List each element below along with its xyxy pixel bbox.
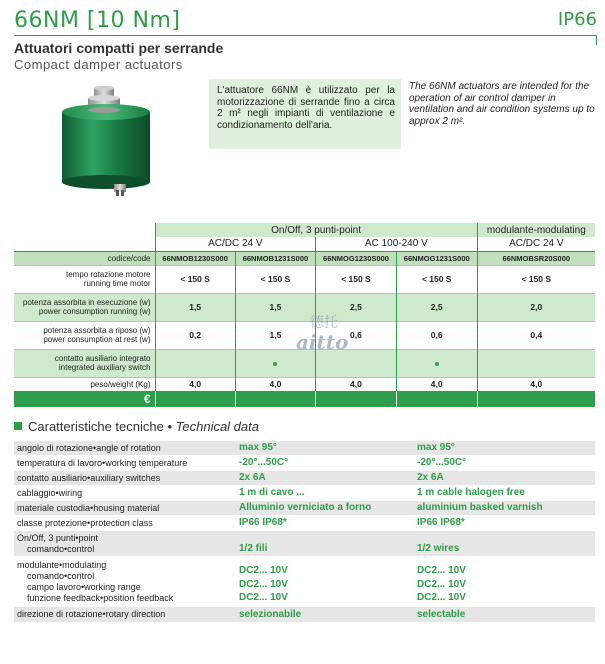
- aux-label-en: integrated auxiliary switch: [58, 363, 151, 372]
- power-rest-cell: 1,5: [235, 321, 315, 349]
- power-run-cell: 2,5: [316, 293, 397, 321]
- description-english: The 66NM actuators are intended for the operation of air control damper in ventilation and air condition systems up to approx 2 m².: [409, 81, 595, 127]
- power-rest-cell: 0,4: [477, 321, 595, 349]
- voltage-header-3: AC/DC 24 V: [477, 237, 595, 251]
- technical-data-table: [14, 440, 595, 622]
- power-run-cell: 1,5: [235, 293, 315, 321]
- title-rule: [14, 35, 597, 36]
- table-row: angolo di rotazione•angle of rotation max 95° max 95°: [14, 441, 595, 456]
- price-cell: [155, 391, 235, 407]
- table-row: direzione di rotazione•rotary direction selezionabile selectable: [14, 607, 595, 622]
- power-run-cell: 2,0: [477, 293, 595, 321]
- subtitle-italian: Attuatori compatti per serrande: [14, 40, 224, 56]
- watermark-logo: [296, 312, 356, 356]
- watermark-en: aitto: [296, 330, 349, 354]
- voltage-header-1: AC/DC 24 V: [155, 237, 316, 251]
- table-row: cablaggio•wiring 1 m di cavo ... 1 m cable halogen free: [14, 486, 595, 501]
- power-rest-label-it: potenza assorbita a riposo (w): [43, 326, 151, 335]
- power-rest-cell: 0,6: [396, 321, 477, 349]
- power-run-label-it: potenza assorbita in esecuzione (w): [22, 298, 151, 307]
- power-rest-label-en: power consumption at rest (w): [43, 335, 151, 344]
- table-row: [14, 251, 595, 265]
- voltage-header-2: AC 100-240 V: [316, 237, 478, 251]
- code-cell: 66NMOBSR20S000: [477, 251, 595, 265]
- aux-yes-dot-icon: [435, 362, 439, 366]
- square-bullet-icon: [14, 422, 22, 430]
- time-label-en: running time motor: [83, 279, 151, 288]
- price-cell: [396, 391, 477, 407]
- time-label-it: tempo rotazione motore: [66, 270, 151, 279]
- group-modulating-header: modulante-modulating: [477, 223, 595, 237]
- subtitle-english: Compact damper actuators: [14, 57, 183, 72]
- weight-label: peso/weight (Kg): [14, 377, 155, 391]
- table-row: modulante•modulating comando•control campo lavoro•working range funzione feedback•position feedback DC2... 10V DC2... 10V DC2... 10V DC2... 10V DC2... 10V DC2... 10V: [14, 557, 595, 607]
- power-run-cell: 2,5: [396, 293, 477, 321]
- time-cell: < 150 S: [155, 265, 235, 293]
- power-rest-cell: 0,2: [155, 321, 235, 349]
- table-row: [14, 391, 595, 407]
- technical-data-heading: Caratteristiche tecniche • Technical data: [14, 419, 259, 434]
- table-row: classe protezione•protection class IP66 IP68* IP66 IP68*: [14, 516, 595, 531]
- weight-cell: 4,0: [235, 377, 315, 391]
- euro-icon: €: [143, 392, 151, 406]
- ip-rating: IP66: [557, 9, 597, 30]
- table-row: contatto ausiliario•auxiliary switches 2x 6A 2x 6A: [14, 471, 595, 486]
- weight-cell: 4,0: [316, 377, 397, 391]
- aux-label-it: contatto ausiliario integrato: [54, 354, 151, 363]
- code-cell: 66NMOB1230S000: [155, 251, 235, 265]
- table-row: temperatura di lavoro•working temperature -20°...50C° -20°...50C°: [14, 456, 595, 471]
- time-cell: < 150 S: [396, 265, 477, 293]
- table-row: On/Off, 3 punti•point comando•control 1/2 fili 1/2 wires: [14, 531, 595, 557]
- table-row: [14, 377, 595, 391]
- weight-cell: 4,0: [396, 377, 477, 391]
- time-cell: < 150 S: [235, 265, 315, 293]
- time-cell: < 150 S: [316, 265, 397, 293]
- power-rest-cell: 0,6: [316, 321, 397, 349]
- code-cell: 66NMOG1230S000: [316, 251, 397, 265]
- description-italian: L'attuatore 66NM è utilizzato per la motorizzazione di serrande fino a circa 2 m² negli impianti di ventilazione e condizionamento dell'aria.: [209, 79, 401, 149]
- power-run-label-en: power consumption running (w): [38, 307, 151, 316]
- aux-cell: [396, 349, 477, 377]
- weight-cell: 4,0: [155, 377, 235, 391]
- price-cell: [235, 391, 315, 407]
- actuator-product-image: [58, 86, 154, 198]
- page-title: 66NM [10 Nm]: [14, 8, 181, 33]
- price-cell: [477, 391, 595, 407]
- table-row: [14, 265, 595, 293]
- aux-yes-dot-icon: [273, 362, 277, 366]
- price-cell: [316, 391, 397, 407]
- table-row: materiale custodia•housing material Alluminio verniciato a forno aluminium basked varnish: [14, 501, 595, 516]
- rule-corner: [596, 35, 597, 45]
- aux-cell: [477, 349, 595, 377]
- power-run-cell: 1,5: [155, 293, 235, 321]
- code-cell: 66NMOB1231S000: [235, 251, 315, 265]
- code-cell: 66NMOG1231S000: [396, 251, 477, 265]
- aux-cell: [155, 349, 235, 377]
- time-cell: < 150 S: [477, 265, 595, 293]
- watermark-cn: 德托: [310, 315, 338, 331]
- group-onoff-header: On/Off, 3 punti-point: [155, 223, 477, 237]
- weight-cell: 4,0: [477, 377, 595, 391]
- code-label: codice/code: [14, 251, 155, 265]
